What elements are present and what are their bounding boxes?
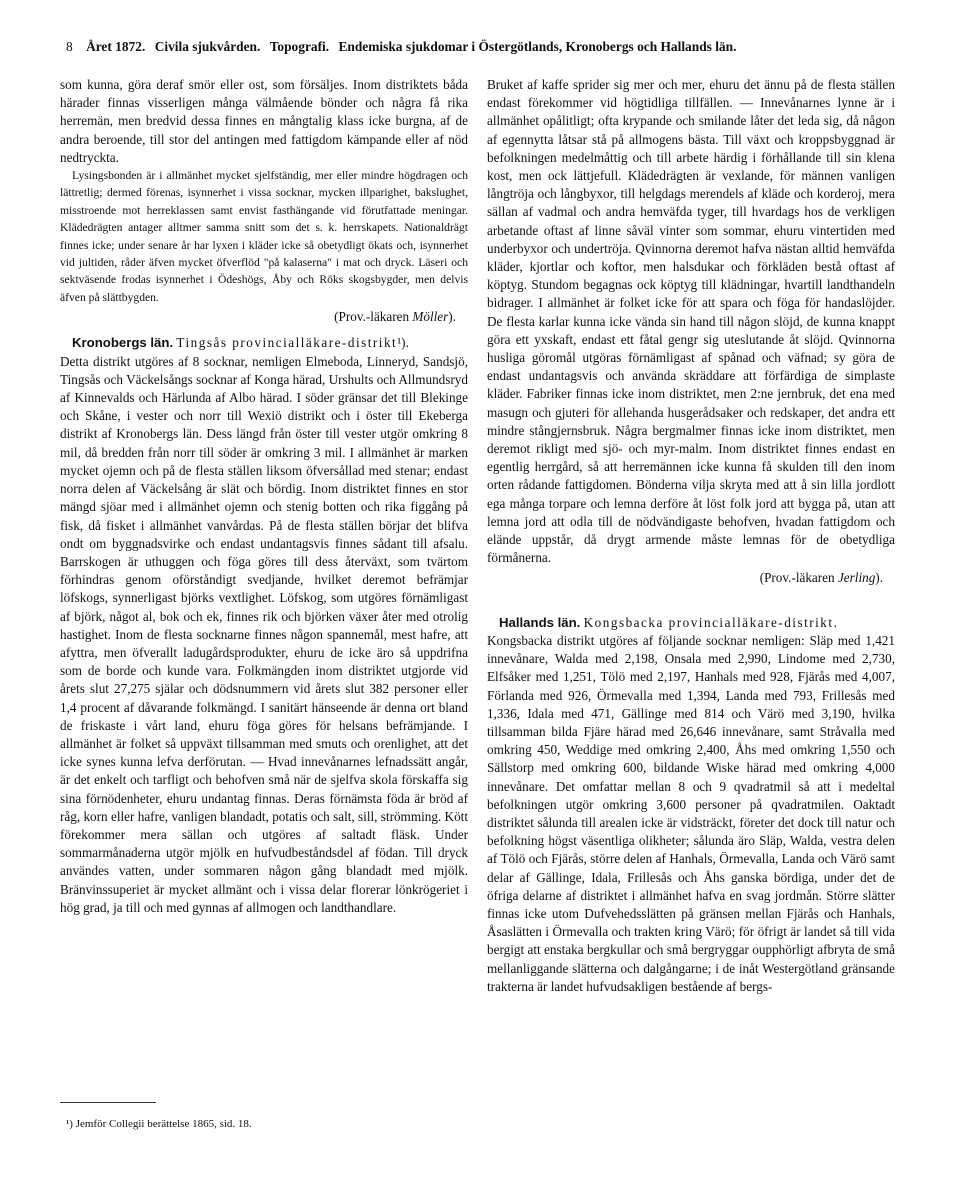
halland-heading: [487, 614, 895, 632]
footnote-rule: [60, 1102, 156, 1103]
footnote: ¹) Jemför Collegii berättelse 1865, sid. 18.: [66, 1118, 252, 1130]
kronoberg-title: Kronobergs län.: [72, 335, 174, 351]
left-paragraph-2: Lysingsbonden är i allmänhet mycket sjelfständig, mer eller mindre högdragen och lättretlig; dermed förenas, isynnerhet i vissa socknar, mycken illparighet, bakslughet, misstroende mot herreklassen samt envist fasthängande vid förutfattade meningar. Klädedrägten antager alltmer samma snitt som det s. k. herrskapets. Nationaldrägt finnes icke; under senare år har lyxen i kläder icke så obetydligt ökats och, isynnerhet vid jultiden, råder äfven mycket öfverflöd "på kalaserna" i mat och dryck. Läseri och sektväsende frodas isynnerhet i Ödeshögs, Åby och Röks skogsbygder, men delvis äfven på slättbygden.: [60, 169, 468, 304]
halland-title: Hallands län.: [499, 614, 581, 630]
header-topic: Endemiska sjukdomar i Östergötlands, Kronobergs och Hallands län.: [338, 39, 737, 54]
kronoberg-district: Tingsås provincialläkare-distrikt: [176, 335, 398, 351]
signature-jerling: [487, 569, 895, 587]
signature-moller: [60, 308, 468, 326]
header-section: Civila sjukvården.: [154, 39, 261, 54]
footnote-marker: ¹).: [397, 335, 409, 351]
signature-label: (Prov.-läkaren: [334, 309, 410, 325]
signature-name: Jerling: [837, 570, 876, 586]
signature-label: (Prov.-läkaren: [759, 570, 835, 586]
page-number: 8: [66, 39, 73, 54]
header-subsection: Topografi.: [269, 39, 330, 54]
running-header: [66, 36, 906, 60]
left-paragraph-1: som kunna, göra deraf smör eller ost, som försäljes. Inom distriktets båda härader finnas visserligen många välmående bönder och några få rika herremän, men bredvid dessa finnes en mångtalig klass icke burgna, af de andra beroende, till stor del antingen med fattigdom kämpande eller af nöd nedtryckta.: [60, 77, 468, 165]
right-paragraph-2: Kongsbacka distrikt utgöres af följande socknar nemligen: Släp med 1,421 innevånare, Walda med 2,198, Onsala med 2,990, Lindome med 2,730, Elfsåker med 1,251, Tölö med 2,197, Hanhals med 928, Fjärås med 4,007, Förlanda med 926, Örmevalla med 1,394, Landa med 793, Frillesås med 1,336, Idala med 471, Gällinge med 814 och Värö med 3,190, hvilka tillsamman bilda Fjäre härad med 26,646 innevånare, samt Stråvalla med omkring 450, Weddige med omkring 2,400, Åhs med omkring 1,550 och Sällstorp med omkring 600, bildande Wiske härad med omkring 4,000 innevånare. Det omfattar mellan 8 och 9 qvadratmil så att i medeltal befolkningen utgör omkring 3,600 personer på qvadratmilen. Oaktadt distriktet sålunda till arealen icke är vidsträckt, företer det dock till natur och befolkning högst väsentliga olikheter; sålunda äro Släp, Walda, vestra delen af Tölö och Fjärås, större delen af Hanhals, Örmevalla, Landa och Värö samt delar af Gällinge, Idala, Frillesås och Åhs ganska bördiga, under det de öfriga delarne af distriktet i allmänhet hafva en svag jordmån. Större slätter finnas icke utom Dufvehedsslätten på gränsen mellan Fjärås och Hanhals, Åsaslätten i Örmevalla och trakten kring Värö; för öfrigt är landet så till vida bergigt att enstaka bergkullar och små bergryggar oupphörligt afbryta de små mellanliggande slätterna och dalgångarne; i de inåt Westergötland gränsande trakterna är landet hufvudsakligen bestående af bergs-: [487, 632, 895, 994]
left-paragraph-3: Detta distrikt utgöres af 8 socknar, nemligen Elmeboda, Linneryd, Sandsjö, Tingsås och Väckelsångs socknar af Konga härad, Urshults och Allmundsryd af Kinnevalds och Härlunda af Albo härad. I söder gränsar det till Blekinge och Skåne, i vester och norr till Wexiö distrikt och i öster till Ekeberga distrikt af Kronobergs län. Dess längd från öster till vester utgör omkring 8 mil, då bredden från norr till söder är omkring 3 mil. I allmänhet är marken mycket ojemn och på de flesta ställen liksom öfversållad med stenar; endast norra delen af Väckelsång är slät och bördig. Inom distriktet finnes en stor mängd sjöar med i allmänhet ojemn och stenig botten och rika figgång på fisk, då fisket i allmänhet vanvårdas. På de flesta ställen börjar det blifva ondt om byggnadsvirke och endast undantagsvis finnes sådant till afsalu. Barrskogen är uthuggen och föga göres till dess återväxt, som tvärtom förhindras genom oförståndigt svedjande, hvilket deremot befrämjar löfskogs, synnerligast björks vextlighet. Löfskog, som utgöres förnämligast af björk, något al, bok och ek, finnes rik och björken växer åter med otrolig hastighet. Inom de flesta socknarne finnes någon spannemål, mest hafre, att afyttra, men öfverallt ladugårdsprodukter, ehuru de icke äro så uppdrifna som de borde och kunde vara. Folkmängden inom distriktet utgjorde vid årets slut 27,275 själar och dödsnummern vid årets slut 382 personer eller 1,4 procent af dåvarande folkmängd. I sanitärt hänseende är denna ort bland de friskaste i vårt land, ehuru föga göres för helsans befrämjande. I allmänhet är folket så uppväxt tillsamman med smuts och orenlighet, att det icke synes kunna lefva derförutan. — Hvad innevånarnes lefnadssätt angår, är det enkelt och tarfligt och behofven små när de sjelfva skola förskaffa sig sina förnödenheter, ehuru undantag finnas. Deras förnämsta föda är bröd af råg, korn eller hafre, vanligen blandadt, potatis och salt, sill, strömming. Kött förekommer mera sällan och utgöres af saltadt fläsk. Under sommarmånaderna utgör mjölk en hufvudbeståndsdel af födan. Till dryck användes vatten, under sommaren någon gång blandadt med mjölk. Bränvinssuperiet är mycket allmänt och i vissa delar florerar lönkrögeriet i hög grad, ja till och med gynnas af allmogen och landthandlare.: [60, 353, 468, 915]
section-gap: [487, 596, 895, 614]
left-column: [60, 76, 468, 1090]
kronoberg-heading: [60, 334, 468, 352]
signature-name: Möller: [412, 309, 449, 325]
right-column: [487, 76, 895, 1162]
signature-close: ).: [448, 309, 456, 325]
right-paragraph-1: Bruket af kaffe sprider sig mer och mer, ehuru det ännu på de flesta ställen endast förekommer vid högtidliga tillfällen. — Innevånarnes lynne är i allmänhet opålitligt; ofta krypande och smilande låter det leda sig, då någon af egennytta låtsar stå på allmogens bästa. Till växt och kroppsbyggnad är befolkningen medelmåttig och till arbete härdig i förhållande till sin klena kost, men ock lättjefull. Klädedrägten är vexlande, för männen vanligen långtröja och långbyxor, till helgdags merendels af kläde och korderoj, mera sällan af vadmal och andra hemväfda tyger, till hvardags hos de verkligen arbetande oftast af linne såväl vinter som sommar, ehuru vintertiden med underbyxor och undertröja. Qvinnorna deremot hafva nästan alltid hemväfda kläder, kjortlar och koftor, men halsdukar och förkläden bestå oftast af köptyg. Stundom begagnas ock köptyg till klädningar, hvartill landthandeln bidrager. I allmänhet är folket icke för att spara och föga för handaslöjder. De flesta karlar kunna icke vända sin hand till någon slöjd, de kunna knappt göra ett yxskaft, endast ett fåtal gengr sig uteslutande åt slöjd. Qvinnorna husliga göromål utgöras förnämligast af spånad och väfnad; sy göra de endast undantagsvis och använda skräddare att förfärdiga de simplaste kläder. Fabriker finnas icke inom distriktet, men 2:ne jernbruk, det ena med masugn och gjuteri för allehanda husgerådsaker och redskaper, det andra ett mindre stångjernsbruk. Några bergmalmer finnas icke inom distriktet, men deremot rikligt med sjö- och myr-malm. Inom distriktet finnes endast en egentlig herrgård, så att herremännen icke kunna få skulden till den inom orten rådande fattigdomen. Bönderna vilja skryta med att å sin lilla jordlott ega många torpare och lemna derföre åt löst folk jord att bygga på, utan att lemna jord att odla till de nödvändigaste behofven, hvadan fattigdom och elände uppstår, då drygt armende måste lemnas för de obetydliga förmånerna.: [487, 77, 895, 566]
halland-district: Kongsbacka provincialläkare-distrikt.: [583, 614, 839, 630]
signature-close: ).: [875, 570, 883, 586]
header-year: Året 1872.: [86, 39, 146, 54]
